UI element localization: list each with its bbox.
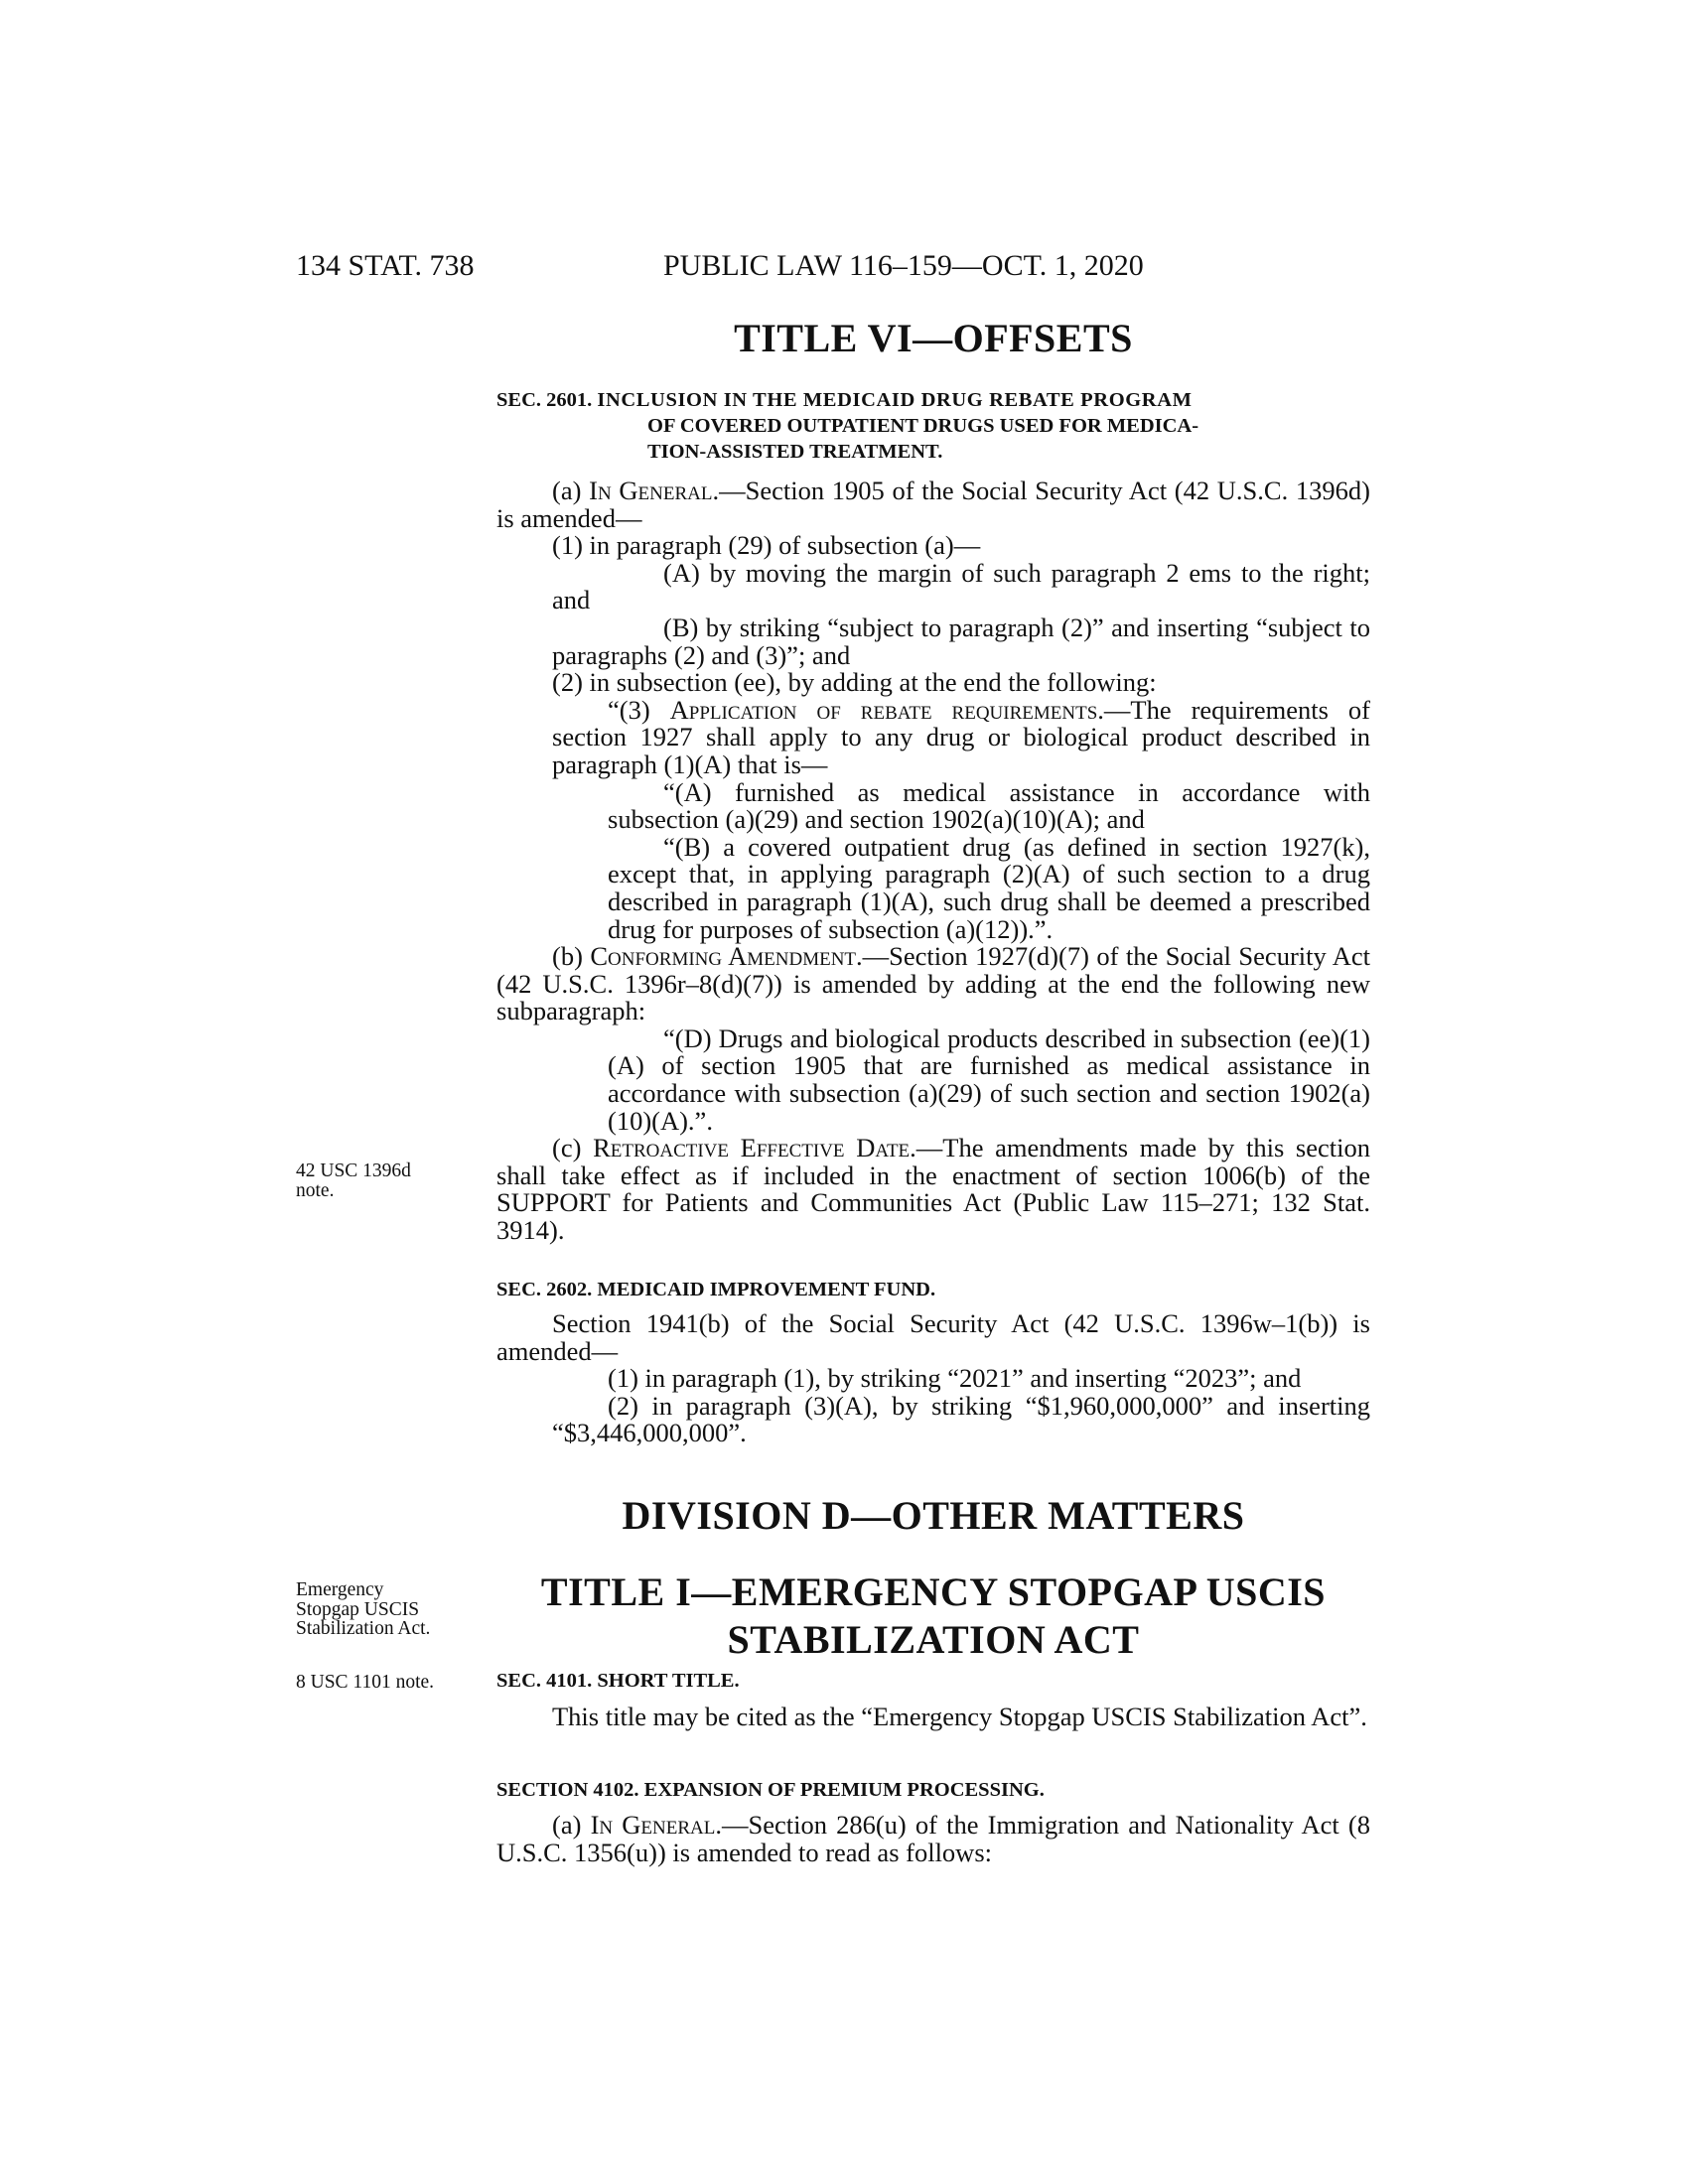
sec-2602-body xyxy=(496,1310,1370,1447)
public-law-header: PUBLIC LAW 116–159—OCT. 1, 2020 xyxy=(663,249,1144,282)
sec-4101-text: This title may be cited as the “Emergency Stopgap USCIS Stabilization Act”. xyxy=(552,1702,1367,1731)
sec-4102-subsection-a: (a) In General.—Section 286(u) of the Immigration and Nationality Act (8 U.S.C. 1356(u)) is amended to read as follows: xyxy=(496,1810,1370,1867)
sec-4102-body xyxy=(496,1812,1370,1866)
sec-2601-heading-line3: TION-ASSISTED TREATMENT. xyxy=(647,441,943,463)
subsection-c-caption: Retroactive Effective Date xyxy=(593,1133,911,1163)
subsection-b-caption: Conforming Amendment xyxy=(590,941,857,972)
sec-2601-body xyxy=(496,478,1370,1245)
sec-2601-heading-line1: INCLUSION IN THE MEDICAID DRUG REBATE PROGRAM xyxy=(597,389,1193,411)
subsection-a: (a) In General.—Section 1905 of the Social Security Act (42 U.S.C. 1396d) is amended— xyxy=(496,476,1370,533)
sec-4102-heading: SECTION 4102. EXPANSION OF PREMIUM PROCESSING. xyxy=(496,1779,1045,1801)
subsection-a-caption: In General xyxy=(589,476,713,505)
sec-4101-heading: SEC. 4101. SHORT TITLE. xyxy=(496,1670,740,1692)
sec-4101-body xyxy=(496,1704,1370,1731)
stat-page-number: 134 STAT. 738 xyxy=(296,249,475,282)
sec-2602-paragraph-2: (2) in paragraph (3)(A), by striking “$1,960,000,000” and inserting “$3,446,000,000”. xyxy=(552,1390,1370,1448)
sec-2601-heading-line2: OF COVERED OUTPATIENT DRUGS USED FOR MEDICA- xyxy=(647,415,1199,437)
sec-2601-heading xyxy=(496,387,1370,465)
quoted-subparagraph-a: “(A) furnished as medical assistance in accordance with subsection (a)(29) and section 1902(a)(10)(A); and xyxy=(608,776,1370,835)
subsection-c: (c) Retroactive Effective Date.—The amendments made by this section shall take effect as if included in the enactment of section 1006(b) of the SUPPORT for Patients and Communities Act (Public Law 115–271; 132 Stat. 3914). xyxy=(496,1133,1370,1246)
quoted-subparagraph-d: “(D) Drugs and biological products described in subsection (ee)(1)(A) of section 1905 that are furnished as medical assistance in accordance with subsection (a)(29) of such section and section 1902(a)(10)(A).”. xyxy=(608,1023,1370,1136)
paragraph-1: (1) in paragraph (29) of subsection (a)— xyxy=(552,530,981,561)
quoted-subparagraph-b: “(B) a covered outpatient drug (as defined in section 1927(k), except that, in applying paragraph (2)(A) of such section to a drug described in paragraph (1)(A), such drug shall be deemed a prescribed drug for purposes of subsection (a)(12)).”. xyxy=(608,831,1370,944)
quoted-paragraph-3: “(3) Application of rebate requirements.—The requirements of section 1927 shall apply to any drug or biological product described in paragraph (1)(A) that is— xyxy=(552,694,1370,779)
subparagraph-1b: (B) by striking “subject to paragraph (2)” and inserting “subject to paragraphs (2) and (3)”; and xyxy=(552,612,1370,670)
paragraph-2: (2) in subsection (ee), by adding at the end the following: xyxy=(552,667,1157,698)
margin-note-8-usc-1101: 8 USC 1101 note. xyxy=(296,1672,435,1693)
subparagraph-1a: (A) by moving the margin of such paragraph 2 ems to the right; and xyxy=(552,557,1370,615)
title-i-heading: TITLE I—EMERGENCY STOPGAP USCIS STABILIZATION ACT xyxy=(540,1570,1327,1662)
subsection-b: (b) Conforming Amendment.—Section 1927(d)(7) of the Social Security Act (42 U.S.C. 1396r–8(d)(7)) is amended by adding at the end the following new subparagraph: xyxy=(496,941,1371,1026)
division-d-heading: DIVISION D—OTHER MATTERS xyxy=(622,1493,1245,1538)
sec-2602-intro: Section 1941(b) of the Social Security Act (42 U.S.C. 1396w–1(b)) is amended— xyxy=(496,1308,1370,1366)
sec-2601-number: SEC. 2601. xyxy=(496,389,593,411)
sec-2602-paragraph-1: (1) in paragraph (1), by striking “2021” and inserting “2023”; and xyxy=(608,1363,1302,1394)
quoted-paragraph-3-caption: Application of rebate requirements xyxy=(669,694,1098,725)
margin-note-42-usc-1396d: 42 USC 1396d note. xyxy=(296,1160,411,1201)
margin-note-short-title: Emergency Stopgap USCIS Stabilization Act. xyxy=(296,1579,431,1639)
sec-4102-subsection-a-caption: In General xyxy=(590,1810,716,1840)
sec-2602-heading: SEC. 2602. MEDICAID IMPROVEMENT FUND. xyxy=(496,1279,936,1300)
title-vi-heading: TITLE VI—OFFSETS xyxy=(734,316,1133,360)
